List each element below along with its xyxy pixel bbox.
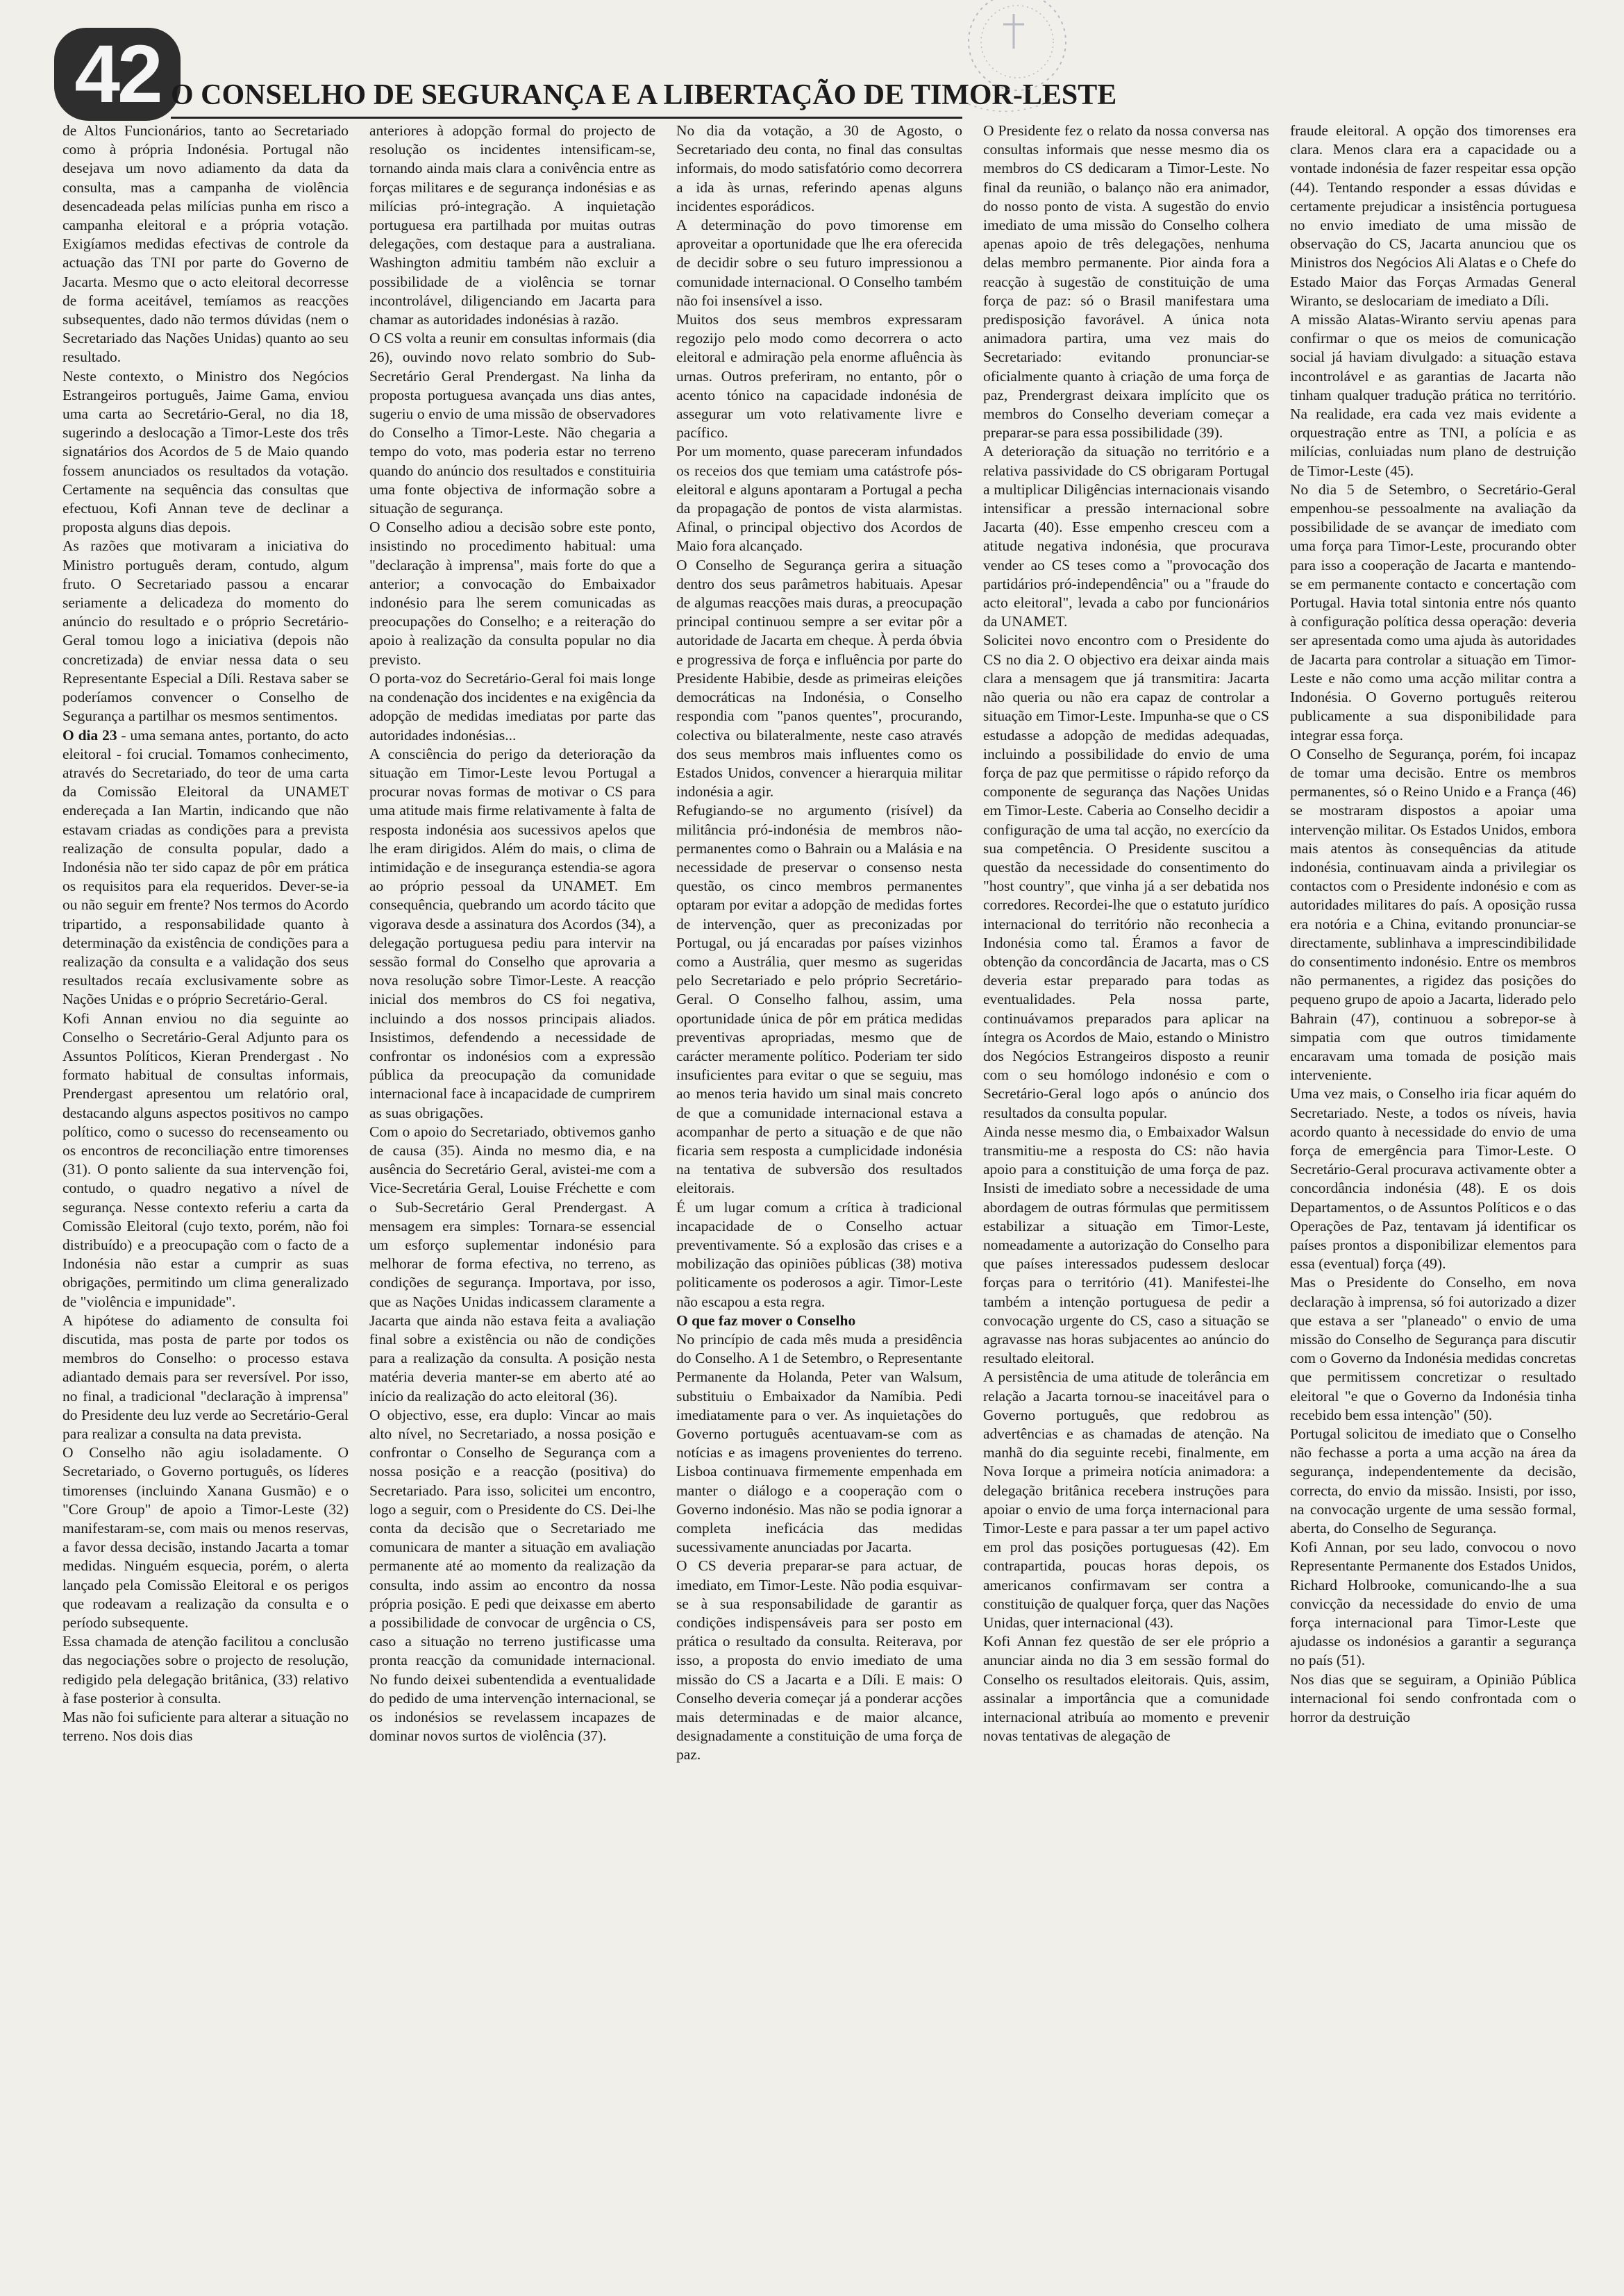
- paragraph: [676, 1198, 962, 1312]
- paragraph: [62, 121, 349, 367]
- paragraph-text: Kofi Annan enviou no dia seguinte ao Conselho o Secretário-Geral Adjunto para os Assuntos Políticos, Kieran Prendergast . No formato habitual de consultas informais, Prendergast apresentou um relatório oral, destacando alguns aspectos positivos no campo político, como o sucesso do recenseamento ou os encontros de reconciliação entre timorenses (31). O ponto saliente da sua intervenção foi, contudo, o quadro negativo a nível de segurança. Nesse contexto referiu a carta da Comissão Eleitoral (cujo texto, porém, não foi distribuído) e a preocupação com o facto de a Indonésia não estar a cumprir as suas obrigações, permitindo um clima generalizado de "violência e impunidade".: [62, 1009, 349, 1310]
- paragraph-text: O CS volta a reunir em consultas informais (dia 26), ouvindo novo relato sombrio do Sub-Secretário Geral Prendergast. Na linha da proposta portuguesa avançada uns dias antes, sugeriu o envio de uma missão de observadores do Conselho a Timor-Leste. Não chegaria a tempo do voto, mas poderia estar no terreno quando do anúncio dos resultados e constituiria uma fonte objectiva de informação sobre a situação de segurança.: [369, 330, 655, 517]
- paragraph-text: No dia 5 de Setembro, o Secretário-Geral empenhou-se pessoalmente na avaliação da possibilidade de se avançar de imediato com uma força para Timor-Leste, procurando obter para isso a cooperação de Jacarta e mantendo-se em permanente contacto e concertação com Portugal. Havia total sintonia entre nós quanto à configuração política dessa operação: deveria ser apresentada como uma ajuda às autoridades de Jacarta para controlar a situação em Timor-Leste e não como uma acção militar contra a Indonésia. O Governo português reiterou publicamente a sua disponibilidade para integrar essa força.: [1290, 480, 1576, 744]
- paragraph: [983, 121, 1269, 442]
- paragraph-text: A hipótese do adiamento de consulta foi discutida, mas posta de parte por todos os membros do Conselho: o processo estava adiantado demais para ser reversível. Por isso, no final, a tradicional "declaração à imprensa" do Presidente deu luz verde ao Secretário-Geral para realizar a consulta na data prevista.: [62, 1312, 349, 1443]
- paragraph: [983, 631, 1269, 1122]
- paragraph-text: Kofi Annan fez questão de ser ele próprio a anunciar ainda no dia 3 em sessão formal do Conselho os resultados eleitorais. Quis, assim, assinalar a importância que a comunidade internacional atribuía ao momento e prevenir novas tentativas de alegação de: [983, 1633, 1269, 1745]
- paragraph: [369, 745, 655, 1123]
- paragraph: [676, 801, 962, 1198]
- page-number: 42: [54, 28, 181, 121]
- paragraph: [62, 1443, 349, 1632]
- paragraph-text: É um lugar comum a crítica à tradicional incapacidade de o Conselho actuar preventivamente. Só a explosão das crises e a mobilização das opiniões públicas (38) motiva politicamente os poderosos a agir. Timor-Leste não escapou a esta regra.: [676, 1198, 962, 1310]
- paragraph: [983, 1632, 1269, 1745]
- column-1: [62, 121, 349, 2177]
- paragraph-text: Por um momento, quase pareceram infundados os receios dos que temiam uma catástrofe pós-eleitoral e alguns apontaram a Portugal a pecha da propagação de pontos de vista alarmistas. Afinal, o principal objectivo dos Acordos de Maio fora alcançado.: [676, 443, 962, 555]
- paragraph-text: A missão Alatas-Wiranto serviu apenas para confirmar o que os meios de comunicação social já haviam divulgado: a situação estava incontrolável e as garantias de Jacarta não tinham qualquer tradução prática no território. Na realidade, era cada vez mais evidente a orquestração entre as TNI, a polícia e as milícias, conluiadas num plano de destruição de Timor-Leste (45).: [1290, 311, 1576, 479]
- paragraph: [1290, 1425, 1576, 1538]
- paragraph-text: A deterioração da situação no território e a relativa passividade do CS obrigaram Portugal a multiplicar Diligências internacionais visando intensificar a pressão internacional sobre Jacarta (40). Esse empenho cresceu com a atitude negativa indonésia, que procurava vender ao CS teses como a "provocação dos partidários pró-independência" ou a "fraude do acto eleitoral", levada a cabo por funcionários da UNAMET.: [983, 443, 1269, 630]
- paragraph: [62, 537, 349, 726]
- column-4: [983, 121, 1269, 2177]
- title-underline: [171, 117, 962, 119]
- paragraph: [369, 1123, 655, 1406]
- article-body: [62, 121, 1576, 2177]
- paragraph: [369, 329, 655, 518]
- paragraph: [983, 1123, 1269, 1368]
- paragraph-text: A consciência do perigo da deterioração da situação em Timor-Leste levou Portugal a procurar novas formas de motivar o CS para uma atitude mais firme relativamente à falta de resposta indonésia aos sucessivos apelos que lhe eram dirigidos. Além do mais, o clima de intimidação e de insegurança estendia-se agora ao próprio pessoal da UNAMET. Em consequência, quebrando um acordo tácito que vigorava desde a assinatura dos Acordos (34), a delegação portuguesa pediu para intervir na sessão formal do Conselho que aprovaria a nova resolução sobre Timor-Leste. A reacção inicial dos membros do CS foi negativa, incluindo a dos nossos principais aliados. Insistimos, defendendo a necessidade de confrontar os indonésios com a expressão pública da preocupação da comunidade internacional face à incapacidade de cumprirem as suas obrigações.: [369, 745, 655, 1121]
- paragraph-text: No dia da votação, a 30 de Agosto, o Secretariado deu conta, no final das consultas informais, do modo satisfatório como decorrera a ida às urnas, referindo apenas alguns incidentes esporádicos.: [676, 122, 962, 215]
- paragraph-text: Muitos dos seus membros expressaram regozijo pelo modo como decorrera o acto eleitoral e admiração pela enorme afluência às urnas. Outros preferiram, no entanto, pôr o acento tónico na capacidade indonésia de assegurar um voto relativamente livre e pacífico.: [676, 311, 962, 442]
- paragraph-text: O Presidente fez o relato da nossa conversa nas consultas informais que nesse mesmo dia os membros do CS dedicaram a Timor-Leste. No final da reunião, o balanço não era animador, do nosso ponto de vista. A sugestão do envio imediato de uma missão do Conselho colhera apenas apoio de três delegações, nenhuma delas membro permanente. Pior ainda fora a reacção à sugestão de constituição de uma força de paz: só o Brasil manifestara uma predisposição favorável. A única nota animadora partira, uma vez mais do Secretariado: evitando pronunciar-se oficialmente quanto à criação de uma força de paz, Prendergrast deixara implícito que os membros do Conselho deveriam começar a preparar-se para essa possibilidade (39).: [983, 122, 1269, 442]
- paragraph: [62, 1632, 349, 1708]
- paragraph: [676, 121, 962, 216]
- page-header: [54, 28, 1609, 125]
- paragraph: [62, 367, 349, 537]
- paragraph: [62, 1009, 349, 1312]
- paragraph-text: O CS deveria preparar-se para actuar, de imediato, em Timor-Leste. Não podia esquivar-se à sua responsabilidade de garantir as condições indispensáveis para ser posto em prática o resultado da consulta. Reiterava, por isso, a proposta do envio imediato de uma missão do CS a Jacarta e a Díli. E mais: O Conselho deveria começar já a ponderar acções mais determinadas e de maior alcance, designadamente a constituição de uma força de paz.: [676, 1557, 962, 1763]
- paragraph-text: A determinação do povo timorense em aproveitar a oportunidade que lhe era oferecida de decidir sobre o seu futuro impressionou a comunidade internacional. O Conselho também não foi insensível a isso.: [676, 217, 962, 309]
- paragraph-text: Portugal solicitou de imediato que o Conselho não fechasse a porta a uma acção na área da segurança, independentemente da decisão, correcta, do envio da missão. Insisti, por isso, na convocação urgente de uma sessão formal, aberta, do Conselho de Segurança.: [1290, 1425, 1576, 1537]
- paragraph: [1290, 1273, 1576, 1425]
- paragraph-text: anteriores à adopção formal do projecto de resolução os incidentes intensificam-se, tornando ainda mais clara a conivência entre as forças militares e de segurança indonésias e as milícias pró-integração. A inquietação portuguesa era partilhada por muitas outras delegações, com destaque para a australiana. Washington admitiu também não excluir a possibilidade de a violência se tornar incontrolável, diligenciando em Jacarta para chamar as autoridades indonésias à razão.: [369, 122, 655, 328]
- paragraph-text: As razões que motivaram a iniciativa do Ministro português deram, contudo, algum fruto. O Secretariado passou a encarar seriamente a delicadeza do momento do anúncio do resultado e o próprio Secretário-Geral tomou logo a iniciativa (depois não concretizada) de enviar nessa data o seu Representante Especial a Díli. Restava saber se poderíamos convencer o Conselho de Segurança a partilhar os mesmos sentimentos.: [62, 537, 349, 725]
- paragraph: [1290, 310, 1576, 480]
- paragraph-text: O objectivo, esse, era duplo: Vincar ao mais alto nível, no Secretariado, a nossa posição e confrontar o Conselho de Segurança com a nossa posição e a reacção (positiva) do Secretariado. Para isso, solicitei um encontro, logo a seguir, com o Presidente do CS. Dei-lhe conta da decisão que o Secretariado me comunicara de manter a situação em avaliação permanente até ao momento da realização da consulta, indo assim ao encontro da nossa própria posição. E pedi que deixasse em aberto a possibilidade de convocar de urgência o CS, caso a situação no terreno justificasse uma pronta reacção da comunidade internacional. No fundo deixei subentendida a eventualidade do pedido de uma intervenção internacional, se os indonésios se revelassem incapazes de dominar novos surtos de violência (37).: [369, 1406, 655, 1745]
- paragraph: [983, 1368, 1269, 1632]
- paragraph-text: Com o apoio do Secretariado, obtivemos ganho de causa (35). Ainda no mesmo dia, e na ausência do Secretário Geral, avistei-me com a Vice-Secretária Geral, Louise Fréchette e com o Sub-Secretário Geral Prendergast. A mensagem era simples: Tornara-se essencial um esforço suplementar indonésio para melhorar de forma efectiva, no terreno, as condições de segurança. Importava, por isso, que as Nações Unidas indicassem claramente a Jacarta que ainda não estava feita a avaliação final sobre a existência ou não de condições para a realização da consulta. A posição nesta matéria deveria manter-se em aberto até ao início da realização do acto eleitoral (36).: [369, 1123, 655, 1405]
- paragraph: [62, 726, 349, 1009]
- paragraph-text: Uma vez mais, o Conselho iria ficar aquém do Secretariado. Neste, a todos os níveis, havia acordo quanto à necessidade do envio de uma força de emergência para Timor-Leste. O Secretário-Geral procurava activamente obter a concordância indonésia (48). E os dois Departamentos, o de Assuntos Políticos e o das Operações de Paz, tentavam já identificar os países prontos a disponibilizar elementos para essa (eventual) força (49).: [1290, 1085, 1576, 1273]
- paragraph-text: Refugiando-se no argumento (risível) da militância pró-indonésia de membros não-permanentes como o Bahrain ou a Malásia e na necessidade de preservar o consenso nesta questão, os cinco membros permanentes optaram por evitar a adopção de medidas fortes de intervenção, quer as preconizadas por Portugal, ou já encaradas por países vizinhos como a Austrália, quer mesmo as sugeridas pelo Secretariado e pelo próprio Secretário-Geral. O Conselho falhou, assim, uma oportunidade única de pôr em prática medidas preventivas apropriadas, mesmo que de carácter meramente político. Poderiam ter sido insuficientes para evitar o que se seguiu, mas ao menos teria havido um sinal mais concreto de que a comunidade internacional estava a acompanhar de perto a situação e de que não ficaria sem resposta a cumplicidade indonésia na tentativa de subversão dos resultados eleitorais.: [676, 802, 962, 1197]
- paragraph-text: Kofi Annan, por seu lado, convocou o novo Representante Permanente dos Estados Unidos, Richard Holbrooke, comunicando-lhe a sua convicção da necessidade do envio de uma força internacional para Timor-Leste que ajudasse os indonésios a garantir a segurança no país (51).: [1290, 1539, 1576, 1669]
- paragraph: [676, 556, 962, 802]
- paragraph: [676, 1330, 962, 1557]
- paragraph-text: O Conselho adiou a decisão sobre este ponto, insistindo no procedimento habitual: uma "declaração à imprensa", mais forte do que a anterior; a convocação do Embaixador indonésio para lhe serem comunicadas as preocupações do Conselho; e a reiteração do apoio à realização da consulta popular no dia previsto.: [369, 519, 655, 668]
- paragraph: [676, 310, 962, 442]
- paragraph: [1290, 1538, 1576, 1670]
- paragraph: [369, 669, 655, 745]
- paragraph-lead: O dia 23: [62, 726, 117, 744]
- paragraph-text: fraude eleitoral. A opção dos timorenses era clara. Menos clara era a capacidade ou a vontade indonésia de fazer respeitar essa opção (44). Tentando responder a essas dúvidas e certamente prejudicar a insistência portuguesa no envio imediato de uma missão de observação do CS, Jacarta anunciou que os Ministros dos Negócios Ali Alatas e o Chefe do Estado Maior das Forças Armadas General Wiranto, se deslocariam de imediato a Díli.: [1290, 122, 1576, 309]
- paragraph: [676, 1557, 962, 1764]
- paragraph: [62, 1312, 349, 1443]
- paragraph-text: Mas o Presidente do Conselho, em nova declaração à imprensa, só foi autorizado a dizer que estava a ser "planeado" o envio de uma missão do Conselho de Segurança para discutir com o Governo da Indonésia medidas concretas que permitissem concretizar o resultado eleitoral "e que o Governo da Indonésia tinha recebido bem essa intenção" (50).: [1290, 1274, 1576, 1423]
- column-5: [1290, 121, 1576, 2177]
- paragraph: [62, 1708, 349, 1745]
- paragraph-text: O Conselho não agiu isoladamente. O Secretariado, o Governo português, os líderes timorenses (incluindo Xanana Gusmão) e o "Core Group" de apoio a Timor-Leste (32) manifestaram-se, com mais ou menos reservas, a favor dessa decisão, instando Jacarta a tomar medidas. Ninguém esquecia, porém, o alerta lançado pela Comissão Eleitoral e os perigos que rodeavam a realização da consulta e o período subsequente.: [62, 1444, 349, 1632]
- paragraph-text: Essa chamada de atenção facilitou a conclusão das negociações sobre o projecto de resolução, redigido pela delegação britânica, (33) relativo à fase posterior à consulta.: [62, 1633, 349, 1707]
- paragraph: [1290, 121, 1576, 310]
- paragraph: [1290, 745, 1576, 1085]
- paragraph-text: de Altos Funcionários, tanto ao Secretariado como à própria Indonésia. Portugal não desejava um novo adiamento da data da consulta, mas a campanha de violência desencadeada pelas milícias punha em risco a campanha eleitoral e a própria votação. Exigíamos medidas efectivas de controle da actuação das TNI por parte do Governo de Jacarta. Mesmo que o acto eleitoral decorresse de forma aceitável, temíamos as reacções subsequentes, dado não termos dúvidas (nem o Secretariado das Nações Unidas) quanto ao seu resultado.: [62, 122, 349, 366]
- paragraph-text: Nos dias que se seguiram, a Opinião Pública internacional foi sendo confrontada com o horror da destruição: [1290, 1670, 1576, 1726]
- paragraph-text: Mas não foi suficiente para alterar a situação no terreno. Nos dois dias: [62, 1709, 349, 1745]
- section-subheading: O que faz mover o Conselho: [676, 1312, 856, 1329]
- paragraph-text: Ainda nesse mesmo dia, o Embaixador Walsun transmitiu-me a resposta do CS: não havia apoio para a constituição de uma força de paz. Insisti de imediato sobre a necessidade de uma abordagem de outras fórmulas que permitissem estabilizar a situação em Timor-Leste, nomeadamente a autorização do Conselho para que países interessados pudessem deslocar forças para o território (41). Manifestei-lhe também a intenção portuguesa de pedir a convocação urgente do CS, caso a situação se agravasse nas horas subjacentes ao anúncio do resultado eleitoral.: [983, 1123, 1269, 1367]
- column-3: [676, 121, 962, 2177]
- paragraph-text: O Conselho de Segurança gerira a situação dentro dos seus parâmetros habituais. Apesar de algumas reacções mais duras, a preocupação principal continuou sempre a ser evitar pôr a autoridade de Jacarta em cheque. À perda óbvia e progressiva de força e influência por parte do Presidente Habibie, desde as primeiras eleições democráticas na Indonésia, o Conselho respondia com "panos quentes", procurando, colectiva ou bilateralmente, neste caso através dos seus membros mais influentes como os Estados Unidos, convencer a hierarquia militar indonésia a agir.: [676, 556, 962, 801]
- paragraph-text: No princípio de cada mês muda a presidência do Conselho. A 1 de Setembro, o Representante Permanente da Holanda, Peter van Walsum, substituiu o Embaixador da Namíbia. Pedi imediatamente para o ver. As inquietações do Governo português acentuavam-se com as notícias e as imagens provenientes do terreno. Lisboa continuava firmemente empenhada em manter o diálogo e a cooperação com o Governo indonésio. Mas não se podia ignorar a completa ineficácia das medidas sucessivamente anunciadas por Jacarta.: [676, 1331, 962, 1556]
- paragraph-text: Neste contexto, o Ministro dos Negócios Estrangeiros português, Jaime Gama, enviou uma carta ao Secretário-Geral, no dia 18, sugerindo a deslocação a Timor-Leste dos três signatários dos Acordos de 5 de Maio quando fossem anunciados os resultados da votação. Certamente na sequência das consultas que efectuou, Kofi Annan teve de declinar a proposta alguns dias depois.: [62, 367, 349, 536]
- paragraph: [676, 442, 962, 555]
- paragraph-text: - uma semana antes, portanto, do acto eleitoral - foi crucial. Tomamos conhecimento, através do Secretariado, do teor de uma carta da Comissão Eleitoral da UNAMET endereçada a Ian Martin, indicando que não estavam criadas as condições para a prevista realização de consulta popular, dado a Indonésia não ter sido capaz de pôr em prática os requisitos para ela requeridos. Dever-se-ia ou não seguir em frente? Nos termos do Acordo tripartido, a responsabilidade quanto à determinação da existência de condições para a realização da consulta e a validação dos seus resultados recaía exclusivamente sobre as Nações Unidas e o próprio Secretário-Geral.: [62, 726, 349, 1008]
- paragraph-text: O Conselho de Segurança, porém, foi incapaz de tomar uma decisão. Entre os membros permanentes, só o Reino Unido e a França (46) se mostraram dispostos a apoiar uma intervenção militar. Os Estados Unidos, embora mais atentos às consequências da atitude indonésia, continuavam ainda a privilegiar os contactos com o Presidente indonésio e com as autoridades militares do país. A oposição russa era notória e a China, evitando pronunciar-se directamente, sublinhava a imprescindibilidade do consentimento indonésio. Entre os membros não permanentes, a rigidez das posições do pequeno grupo de apoio a Jacarta, liderado pelo Bahrain (47), continuou a sobrepor-se à simpatia com que outros timidamente encaravam uma tomada de posição mais interveniente.: [1290, 745, 1576, 1084]
- paragraph-text: O porta-voz do Secretário-Geral foi mais longe na condenação dos incidentes e na exigência da adopção de medidas imediatas por parte das autoridades indonésias...: [369, 669, 655, 744]
- paragraph: [676, 216, 962, 310]
- paragraph: [1290, 480, 1576, 745]
- column-2: [369, 121, 655, 2177]
- paragraph: [1290, 1670, 1576, 1727]
- paragraph: [369, 121, 655, 329]
- ink-stamp-mark: [927, 0, 1100, 139]
- paragraph: [983, 442, 1269, 631]
- paragraph: [369, 1406, 655, 1746]
- paragraph-text: Solicitei novo encontro com o Presidente do CS no dia 2. O objectivo era deixar ainda mais clara a mensagem que já transmitira: Jacarta não queria ou não era capaz de controlar a situação em Timor-Leste. Impunha-se que o CS estudasse a adopção de medidas adequadas, incluindo a possibilidade do envio de uma força de paz que permitisse o rápido reforço da componente de segurança das Nações Unidas em Timor-Leste. Caberia ao Conselho decidir a configuração de uma tal acção, no exercício da sua competência. O Presidente suscitou a questão da necessidade do consentimento do "host country", que vinha já a ser debatida nos corredores. Recordei-lhe que o estatuto jurídico internacional do território não reconhecia a Indonésia como tal. Éramos a favor de obtenção da concordância de Jacarta, mas o CS deveria estar preparado para todas as eventualidades. Pela nossa parte, continuávamos preparados para aplicar na íntegra os Acordos de Maio, estando o Ministro dos Negócios Estrangeiros disposto a reunir com o seu homólogo indonésio e com o Secretário-Geral logo após o anúncio dos resultados da consulta popular.: [983, 632, 1269, 1121]
- page-title: O CONSELHO DE SEGURANÇA E A LIBERTAÇÃO DE TIMOR-LESTE: [171, 79, 1117, 111]
- paragraph-text: A persistência de uma atitude de tolerância em relação a Jacarta tornou-se inaceitável para o Governo português, que redobrou as advertências e as chamadas de atenção. Na manhã do dia seguinte recebi, finalmente, em Nova Iorque a primeira notícia animadora: a delegação britânica recebera instruções para apoiar o envio de uma força internacional para Timor-Leste e para passar a ter um papel activo em prol das posições portuguesas (42). Em contrapartida, poucas horas depois, os americanos confirmavam ser contra a constituição de qualquer força, quer das Nações Unidas, quer internacional (43).: [983, 1368, 1269, 1632]
- paragraph: [1290, 1084, 1576, 1273]
- paragraph: [369, 518, 655, 669]
